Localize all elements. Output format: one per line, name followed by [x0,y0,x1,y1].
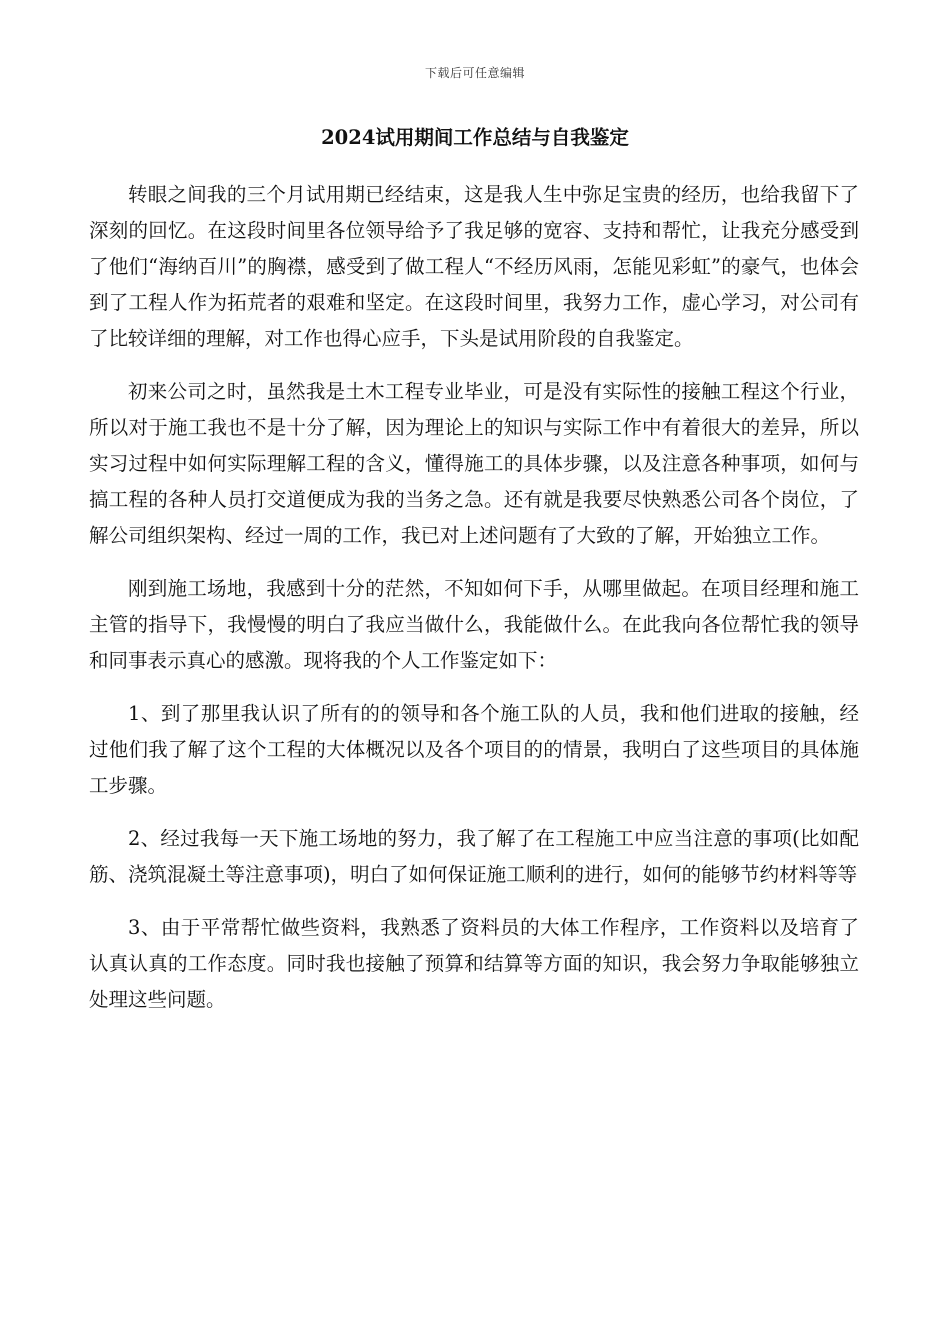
header-note: 下载后可任意编辑 [424,66,525,80]
paragraph-item-2: 2、经过我每一天下施工场地的努力，我了解了在工程施工中应当注意的事项(比如配筋、浇筑混凝土等注意事项)，明白了如何保证施工顺利的进行，如何的能够节约材料等等 [89,827,859,886]
paragraph-intro: 转眼之间我的三个月试用期已经结束，这是我人生中弥足宝贵的经历，也给我留下了深刻的回忆。在这段时间里各位领导给予了我足够的宽容、支持和帮忙，让我充分感受到了他们“海纳百川”的胸襟，感受到了做工程人“不经历风雨，怎能见彩虹”的豪气，也体会到了工程人作为拓荒者的艰难和坚定。在这段时间里，我努力工作，虚心学习，对公司有了比较详细的理解，对工作也得心应手，下头是试用阶段的自我鉴定。 [89,183,859,350]
paragraph-item-3: 3、由于平常帮忙做些资料，我熟悉了资料员的大体工作程序，工作资料以及培育了认真认真的工作态度。同时我也接触了预算和结算等方面的知识，我会努力争取能够独立处理这些问题。 [89,916,859,1011]
paragraph-site-start: 刚到施工场地，我感到十分的茫然，不知如何下手，从哪里做起。在项目经理和施工主管的指导下，我慢慢的明白了我应当做什么，我能做什么。在此我向各位帮忙我的领导和同事表示真心的感激。现将我的个人工作鉴定如下： [89,577,859,672]
paragraph-background: 初来公司之时，虽然我是土木工程专业毕业，可是没有实际性的接触工程这个行业，所以对于施工我也不是十分了解，因为理论上的知识与实际工作中有着很大的差异，所以实习过程中如何实际理解工程的含义，懂得施工的具体步骤，以及注意各种事项，如何与搞工程的各种人员打交道便成为我的当务之急。还有就是我要尽快熟悉公司各个岗位，了解公司组织架构、经过一周的工作，我已对上述问题有了大致的了解，开始独立工作。 [89,380,859,547]
paragraph-item-1: 1、到了那里我认识了所有的的领导和各个施工队的人员，我和他们进取的接触，经过他们我了解了这个工程的大体概况以及各个项目的的情景，我明白了这些项目的具体施工步骤。 [89,702,859,797]
document-title: 2024试用期间工作总结与自我鉴定 [321,126,629,149]
document-body [89,177,859,1035]
